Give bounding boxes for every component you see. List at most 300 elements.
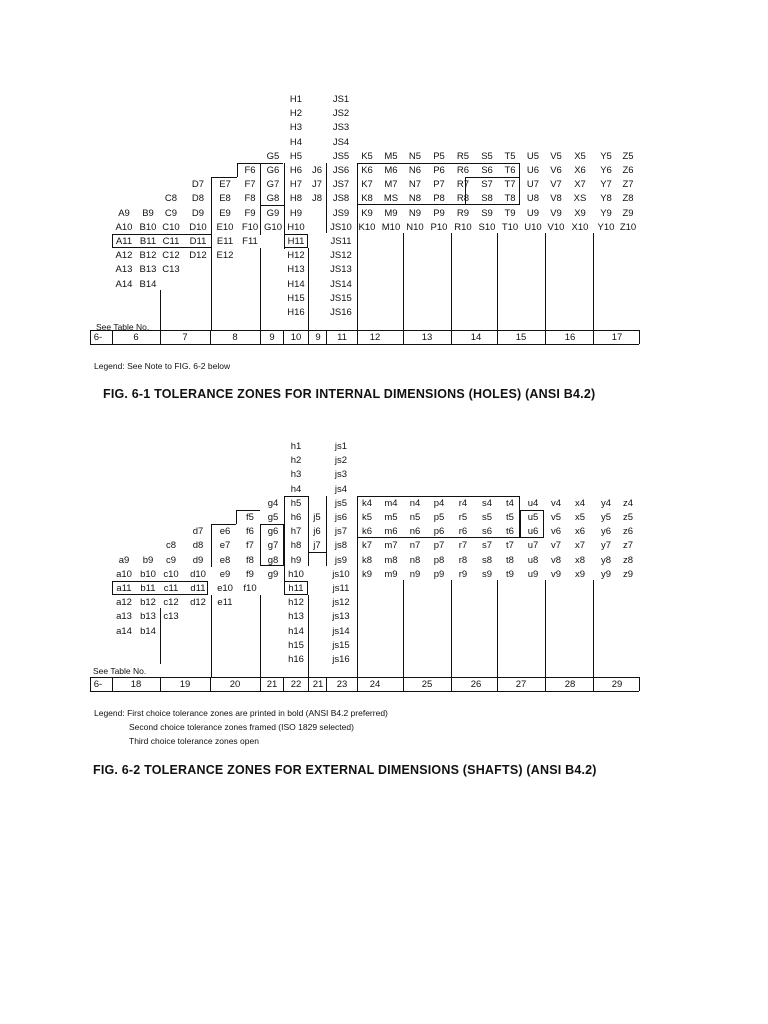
tolerance-zone-cell: C9 [164,207,178,219]
tolerance-zone-cell: u9 [527,568,539,580]
grid-line [261,205,284,206]
tolerance-zone-cell: t7 [506,540,514,552]
tolerance-zone-cell: js2 [334,455,348,467]
tolerance-zone-cell: S7 [481,179,493,191]
tolerance-zone-cell: p7 [433,540,445,552]
tolerance-zone-cell: f6 [246,526,254,538]
tolerance-zone-cell: B10 [139,221,157,233]
tolerance-zone-cell: js1 [334,441,348,452]
tolerance-zone-cell: H14 [287,278,305,290]
tolerance-zone-cell: x7 [574,540,586,552]
tolerance-zone-cell: a11 [116,583,132,594]
tolerance-zone-cell: u6 [527,526,539,538]
grid-line [260,595,261,677]
tolerance-zone-cell: R10 [454,221,472,233]
grid-line [545,580,546,677]
tolerance-zone-cell: Y10 [597,221,615,233]
tolerance-zone-cell: u4 [527,497,539,509]
tolerance-zone-cell: X9 [574,207,586,219]
frame-h11 [284,581,308,595]
tolerance-zone-cell: Y9 [600,207,612,219]
tolerance-zone-cell: N7 [408,179,422,191]
grid-line [160,608,161,664]
tolerance-zone-cell: JS6 [332,165,350,176]
grid-line [308,595,309,677]
table-number: 29 [611,679,623,690]
tolerance-zone-cell: g7 [267,540,279,552]
tolerance-zone-cell: E9 [219,207,231,219]
grid-line [236,510,237,524]
figure-2-caption: FIG. 6-2 TOLERANCE ZONES FOR EXTERNAL DIMENSIONS (SHAFTS) (ANSI B4.2) [93,763,597,777]
tolerance-zone-cell: v9 [550,568,562,580]
table-divider [451,330,452,344]
tolerance-zone-cell: f10 [243,583,257,594]
grid-line [284,496,308,497]
tolerance-zone-cell: u8 [527,554,539,566]
tolerance-zone-cell: js7 [334,526,348,538]
tolerance-zone-cell: Z10 [619,221,637,233]
tolerance-zone-cell: h3 [290,469,302,481]
tolerance-zone-cell: m4 [384,497,398,509]
tolerance-zone-cell: K6 [361,165,373,176]
tolerance-zone-cell: P9 [433,207,445,219]
table-divider [283,677,284,691]
tolerance-zone-cell: k9 [361,568,373,580]
tolerance-zone-cell: T10 [501,221,519,233]
tolerance-zone-cell: Z5 [622,150,634,162]
tolerance-zone-cell: S8 [481,193,493,205]
tolerance-zone-cell: U9 [526,207,540,219]
grid-line [593,233,594,330]
tolerance-zone-cell: P5 [433,150,445,162]
tolerance-zone-cell: K7 [361,179,373,191]
tolerance-zone-cell: G8 [266,193,280,205]
frame-g-zone [260,524,284,566]
tolerance-zone-cell: M5 [384,150,398,162]
tolerance-zone-cell: d7 [192,526,204,538]
tolerance-zone-cell: h1 [290,441,302,452]
tolerance-zone-cell: R6 [456,165,470,176]
table-divider [326,330,327,344]
tolerance-zone-cell: h9 [290,554,302,566]
table-number: 12 [369,332,381,343]
tolerance-zone-cell: C13 [162,264,180,276]
tolerance-zone-cell: S9 [481,207,493,219]
tolerance-zone-cell: s6 [481,526,493,538]
tolerance-zone-cell: g5 [267,512,279,523]
table-number: 11 [337,332,347,343]
tolerance-zone-cell: JS8 [332,193,350,205]
tolerance-zone-cell: h10 [288,568,304,580]
tolerance-zone-cell: d8 [192,540,204,552]
tolerance-zone-cell: JS10 [330,221,352,233]
grid-line [465,177,466,205]
table-bottom-rule [90,691,639,692]
tolerance-zone-cell: a13 [116,611,132,623]
tolerance-zone-cell: U7 [526,179,540,191]
table-number: 14 [470,332,482,343]
grid-line [261,163,283,164]
tolerance-zone-cell: T6 [504,165,516,176]
tolerance-zone-cell: v5 [550,512,562,523]
tolerance-zone-cell: H12 [287,250,305,262]
table-number: 22 [290,679,302,690]
tolerance-zone-cell: e6 [219,526,231,538]
tolerance-zone-cell: U8 [526,193,540,205]
tolerance-zone-cell: x6 [574,526,586,538]
grid-line [211,524,212,567]
tolerance-zone-cell: r8 [458,554,468,566]
tolerance-zone-cell: y8 [600,554,612,566]
tolerance-zone-cell: k5 [361,512,373,523]
tolerance-zone-cell: Z9 [622,207,634,219]
grid-line [357,205,358,330]
tolerance-zone-cell: p8 [433,554,445,566]
tolerance-zone-cell: js13 [332,611,350,623]
tolerance-zone-cell: B11 [139,236,157,247]
tolerance-zone-cell: r4 [458,497,468,509]
tolerance-zone-cell: H4 [289,136,303,148]
tolerance-zone-cell: H3 [289,122,303,134]
tolerance-zone-cell: M9 [384,207,398,219]
tolerance-zone-cell: U6 [526,165,540,176]
tolerance-zone-cell: c12 [163,597,179,609]
tolerance-zone-cell: c8 [165,540,177,552]
tolerance-zone-cell: T8 [504,193,516,205]
table-divider [112,677,113,691]
tolerance-zone-cell: Y8 [600,193,612,205]
tolerance-zone-cell: h7 [290,526,302,538]
table-divider [308,677,309,691]
tolerance-zone-cell: V6 [550,165,562,176]
tolerance-zone-cell: F11 [242,236,258,247]
tolerance-zone-cell: d12 [190,597,206,609]
tolerance-zone-cell: G6 [266,165,280,176]
tolerance-zone-cell: h4 [290,483,302,495]
tolerance-zone-cell: H11 [287,236,305,247]
table-number: 15 [515,332,527,343]
table-number: 18 [130,679,142,690]
tolerance-zone-cell: a10 [116,568,132,580]
tolerance-zone-cell: JS5 [332,150,350,162]
tolerance-zone-cell: P7 [433,179,445,191]
tolerance-zone-cell: J7 [311,179,323,191]
grid-line [465,177,520,178]
table-divider [326,677,327,691]
grid-line [357,538,358,677]
tolerance-zone-cell: G5 [266,150,280,162]
grid-line [211,595,212,677]
tolerance-zone-cell: c13 [163,611,179,623]
see-table-label-1: See Table No. [96,322,150,332]
table-divider [283,330,284,344]
frame-k-t [357,496,520,538]
tolerance-zone-cell: y6 [600,526,612,538]
tolerance-zone-cell: f7 [246,540,254,552]
tolerance-zone-cell: d10 [190,568,206,580]
grid-line [260,163,261,235]
legend-2-line-3: Third choice tolerance zones open [129,736,259,746]
table-divider [497,330,498,344]
tolerance-zone-cell: V10 [547,221,565,233]
table-number: 8 [232,332,238,343]
tolerance-zone-cell: h13 [288,611,304,623]
grid-line [308,552,326,553]
tolerance-zone-cell: b10 [140,568,156,580]
tolerance-zone-cell: H15 [287,292,305,304]
tolerance-zone-cell: x4 [574,497,586,509]
table-number: 16 [564,332,576,343]
table-top-rule [90,330,639,331]
grid-line [211,177,237,178]
tolerance-zone-cell: T7 [504,179,516,191]
tolerance-zone-cell: m5 [384,512,398,523]
tolerance-zone-cell: R5 [456,150,470,162]
tolerance-zone-cell: p6 [433,526,445,538]
tolerance-zone-cell: D10 [189,221,207,233]
tolerance-zone-cell: C10 [162,221,180,233]
tolerance-zone-cell: z5 [622,512,634,523]
tolerance-zone-cell: b14 [140,625,156,637]
tolerance-zone-cell: n4 [409,497,421,509]
tolerance-zone-cell: z7 [622,540,634,552]
tolerance-zone-cell: F9 [244,207,256,219]
tolerance-zone-cell: Y7 [600,179,612,191]
tolerance-zone-cell: js3 [334,469,348,481]
tolerance-zone-cell: u7 [527,540,539,552]
frame-a11-d11 [112,234,212,248]
tolerance-zone-cell: v8 [550,554,562,566]
tolerance-zone-cell: B9 [142,207,154,219]
tolerance-zone-cell: s8 [481,554,493,566]
grid-line [326,163,327,233]
table-divider [545,677,546,691]
tolerance-zone-cell: F8 [244,193,256,205]
table-divider [357,330,358,344]
tolerance-zone-cell: XS [573,193,587,205]
table-divider [357,677,358,691]
tolerance-zone-cell: H7 [289,179,303,191]
frame-h11 [284,234,308,248]
tolerance-zone-cell: s7 [481,540,493,552]
tolerance-zone-cell: c9 [165,554,177,566]
table-divider [497,677,498,691]
tolerance-zone-cell: n9 [409,568,421,580]
table-bottom-rule [90,344,639,345]
tolerance-zone-cell: P8 [433,193,445,205]
tolerance-zone-cell: a9 [118,554,130,566]
tolerance-zone-cell: n6 [409,526,421,538]
tolerance-zone-cell: Z8 [622,193,634,205]
tolerance-zone-cell: T9 [504,207,516,219]
tolerance-zone-cell: JS3 [332,122,350,134]
tolerance-zone-cell: K5 [361,150,373,162]
tolerance-zone-cell: a12 [116,597,132,609]
tolerance-zone-cell: H13 [287,264,305,276]
tolerance-zone-cell: h15 [288,639,304,651]
tolerance-zone-cell: H2 [289,108,303,120]
tolerance-zone-cell: u5 [527,512,539,523]
tolerance-zone-cell: m9 [384,568,398,580]
tolerance-zone-cell: C8 [164,193,178,205]
tolerance-zone-cell: H10 [287,221,305,233]
legend-2-line-2: Second choice tolerance zones framed (ISO 1829 selected) [129,722,354,732]
tolerance-zone-cell: h2 [290,455,302,467]
grid-line [260,248,261,330]
table-number: 20 [229,679,241,690]
tolerance-zone-cell: JS15 [330,292,352,304]
tolerance-zone-cell: js4 [334,483,348,495]
table-number: 13 [421,332,433,343]
tolerance-zone-cell: d9 [192,554,204,566]
frame-u-zone [520,510,544,538]
tolerance-zone-cell: G7 [266,179,280,191]
tolerance-zone-cell: js11 [332,583,350,594]
tolerance-zone-cell: U10 [524,221,542,233]
tolerance-zone-cell: Z7 [622,179,634,191]
tolerance-zone-cell: y7 [600,540,612,552]
tolerance-zone-cell: MS [383,193,399,205]
tolerance-zone-cell: JS7 [332,179,350,191]
grid-line [326,496,327,566]
tolerance-zone-cell: A10 [115,221,133,233]
tolerance-zone-cell: x8 [574,554,586,566]
tolerance-zone-cell: X7 [574,179,586,191]
tolerance-zone-cell: j6 [313,526,321,538]
tolerance-zone-cell: b9 [142,554,154,566]
tolerance-zone-cell: s9 [481,568,493,580]
table-divider [403,677,404,691]
tolerance-zone-cell: p4 [433,497,445,509]
table-divider [593,330,594,344]
grid-line [639,677,640,691]
tolerance-zone-cell: X5 [574,150,586,162]
tolerance-zone-cell: r6 [458,526,468,538]
table-number: 21 [312,679,324,690]
grid-line [451,233,452,330]
table-number: 26 [470,679,482,690]
grid-line [497,233,498,330]
figure-1-caption: FIG. 6-1 TOLERANCE ZONES FOR INTERNAL DIMENSIONS (HOLES) (ANSI B4.2) [103,387,596,401]
tolerance-zone-cell: h11 [288,583,304,594]
tolerance-zone-cell: e7 [219,540,231,552]
tolerance-zone-cell: B14 [139,278,157,290]
tolerance-zone-cell: r5 [458,512,468,523]
table-divider [260,330,261,344]
tolerance-zone-cell: p9 [433,568,445,580]
tolerance-zone-cell: B13 [139,264,157,276]
tolerance-zone-cell: N5 [408,150,422,162]
table-divider [160,677,161,691]
tolerance-zone-cell: c10 [163,568,179,580]
tolerance-zone-cell: F10 [241,221,259,233]
table-divider [403,330,404,344]
tolerance-zone-cell: K8 [361,193,373,205]
tolerance-zone-cell: h8 [290,540,302,552]
table-number: 6 [133,332,139,343]
tolerance-zone-cell: H9 [289,207,303,219]
tolerance-zone-cell: E11 [216,236,234,247]
tolerance-zone-cell: A14 [115,278,133,290]
grid-line [545,233,546,330]
tolerance-zone-cell: b11 [140,583,156,594]
tolerance-zone-cell: k4 [361,497,373,509]
tolerance-zone-cell: h12 [288,597,304,609]
tolerance-zone-cell: R7 [456,179,470,191]
table-divider [210,330,211,344]
tolerance-zone-cell: Y5 [600,150,612,162]
grid-line [211,524,236,525]
tolerance-zone-cell: j7 [313,540,321,552]
tolerance-zone-cell: s4 [481,497,493,509]
tolerance-zone-cell: b13 [140,611,156,623]
tolerance-zone-cell: T5 [504,150,516,162]
tolerance-zone-cell: js12 [332,597,350,609]
tolerance-zone-cell: js5 [334,497,348,509]
tolerance-zone-cell: v4 [550,497,562,509]
tolerance-zone-cell: t8 [506,554,514,566]
grid-line [403,580,404,677]
tolerance-zone-cell: js8 [334,540,348,552]
table-number: 9 [269,332,275,343]
tolerance-zone-cell: J8 [311,193,323,205]
table-number: 23 [336,679,348,690]
tolerance-zone-cell: A9 [118,207,130,219]
tolerance-zone-cell: g6 [267,526,279,538]
tolerance-zone-cell: S5 [481,150,493,162]
tolerance-zone-cell: js6 [334,512,348,523]
grid-line [403,233,404,330]
grid-line [160,290,161,330]
table-number: 24 [369,679,381,690]
tolerance-zone-cell: U5 [526,150,540,162]
table-number: 28 [564,679,576,690]
tolerance-zone-cell: h16 [288,654,304,665]
table-number: 25 [421,679,433,690]
tolerance-zone-cell: JS11 [330,236,352,247]
tolerance-zone-cell: G9 [266,207,280,219]
tolerance-zone-cell: JS14 [330,278,352,290]
tolerance-zone-cell: a14 [116,625,132,637]
tolerance-zone-cell: v7 [550,540,562,552]
tolerance-zone-cell: H16 [287,307,305,318]
legend-2-line-1: Legend: First choice tolerance zones are printed in bold (ANSI B4.2 preferred) [94,708,388,718]
frame-a11-d11 [112,581,208,595]
tolerance-zone-cell: z4 [622,497,634,509]
tolerance-zone-cell: z6 [622,526,634,538]
tolerance-zone-cell: V7 [550,179,562,191]
tolerance-zone-cell: x9 [574,568,586,580]
tolerance-zone-cell: f9 [246,568,254,580]
tolerance-zone-cell: N10 [406,221,424,233]
grid-line [211,177,212,236]
tolerance-zone-cell: j5 [313,512,321,523]
tolerance-zone-cell: P10 [430,221,448,233]
tolerance-zone-cell: H1 [289,94,303,105]
tolerance-zone-cell: H8 [289,193,303,205]
tolerance-zone-cell: S10 [478,221,496,233]
tolerance-zone-cell: JS2 [332,108,350,120]
tolerance-zone-cell: k6 [361,526,373,538]
tolerance-zone-cell: V8 [550,193,562,205]
tolerance-zone-cell: h6 [290,512,302,523]
grid-line [237,163,261,164]
tolerance-zone-cell: m7 [384,540,398,552]
tolerance-zone-cell: t4 [506,497,514,509]
tolerance-zone-cell: D11 [189,236,207,247]
tolerance-zone-cell: E12 [216,250,234,262]
table-divider [260,677,261,691]
